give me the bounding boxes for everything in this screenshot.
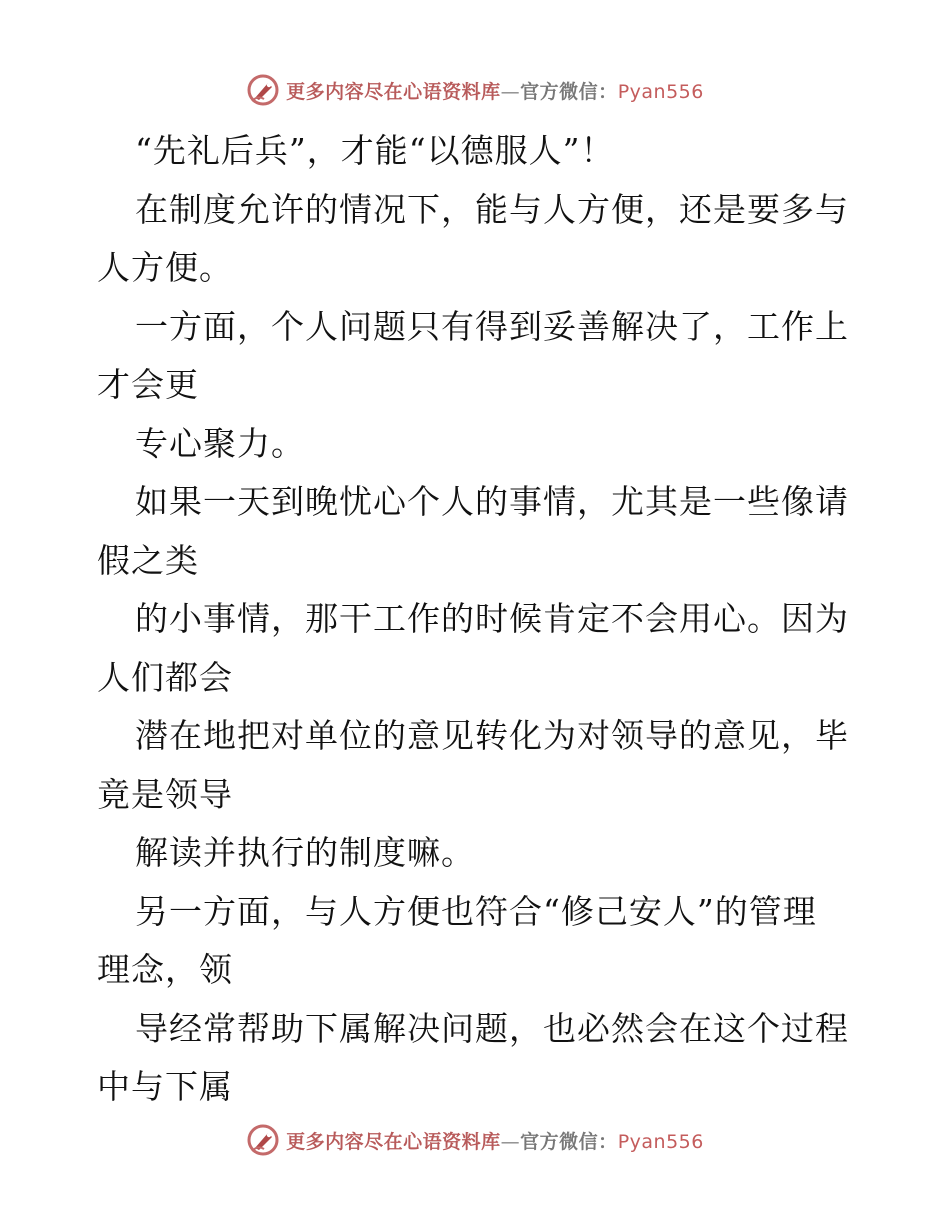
- watermark-wechat-label: 官方微信：: [520, 80, 618, 103]
- text-line: 如果一天到晚忧心个人的事情，尤其是一些像请: [135, 482, 849, 521]
- document-body: [97, 122, 857, 1117]
- pen-nib-logo-icon: [246, 1123, 280, 1157]
- watermark-brand: 更多内容尽在心语资料库: [286, 1130, 501, 1153]
- watermark-wechat-label: 官方微信：: [520, 1130, 618, 1153]
- watermark-separator: —: [500, 80, 521, 103]
- watermark-wechat-id: Pyan556: [617, 80, 704, 103]
- text-line: 在制度允许的情况下，能与人方便，还是要多与: [135, 189, 849, 229]
- header-watermark: [0, 70, 950, 110]
- text-line: 另一方面，与人方便也符合“修己安人”的管理: [135, 891, 817, 931]
- pen-nib-logo-icon: [246, 73, 280, 107]
- text-line: “先礼后兵”，才能“以德服人”！: [135, 131, 615, 170]
- watermark-text: [286, 1127, 704, 1154]
- watermark-separator: —: [500, 1130, 521, 1153]
- watermark-brand: 更多内容尽在心语资料库: [286, 80, 501, 103]
- text-line: 竟是领导: [97, 774, 233, 814]
- text-line: 一方面，个人问题只有得到妥善解决了，工作上: [135, 306, 849, 346]
- text-line: 中与下属: [97, 1067, 233, 1106]
- text-line: 才会更: [97, 365, 199, 404]
- text-line: 理念，领: [97, 950, 233, 989]
- watermark-wechat-id: Pyan556: [617, 1130, 704, 1153]
- watermark-text: [286, 77, 704, 104]
- text-line: 导经常帮助下属解决问题，也必然会在这个过程: [135, 1008, 849, 1048]
- text-line: 专心聚力。: [135, 423, 305, 463]
- text-line: 人方便。: [97, 248, 233, 287]
- text-line: 潜在地把对单位的意见转化为对领导的意见，毕: [135, 716, 849, 755]
- text-line: 假之类: [97, 540, 199, 580]
- footer-watermark: [0, 1120, 950, 1160]
- text-line: 的小事情，那干工作的时候肯定不会用心。因为: [135, 599, 849, 638]
- text-line: 人们都会: [97, 657, 233, 697]
- text-line: 解读并执行的制度嘛。: [135, 833, 475, 872]
